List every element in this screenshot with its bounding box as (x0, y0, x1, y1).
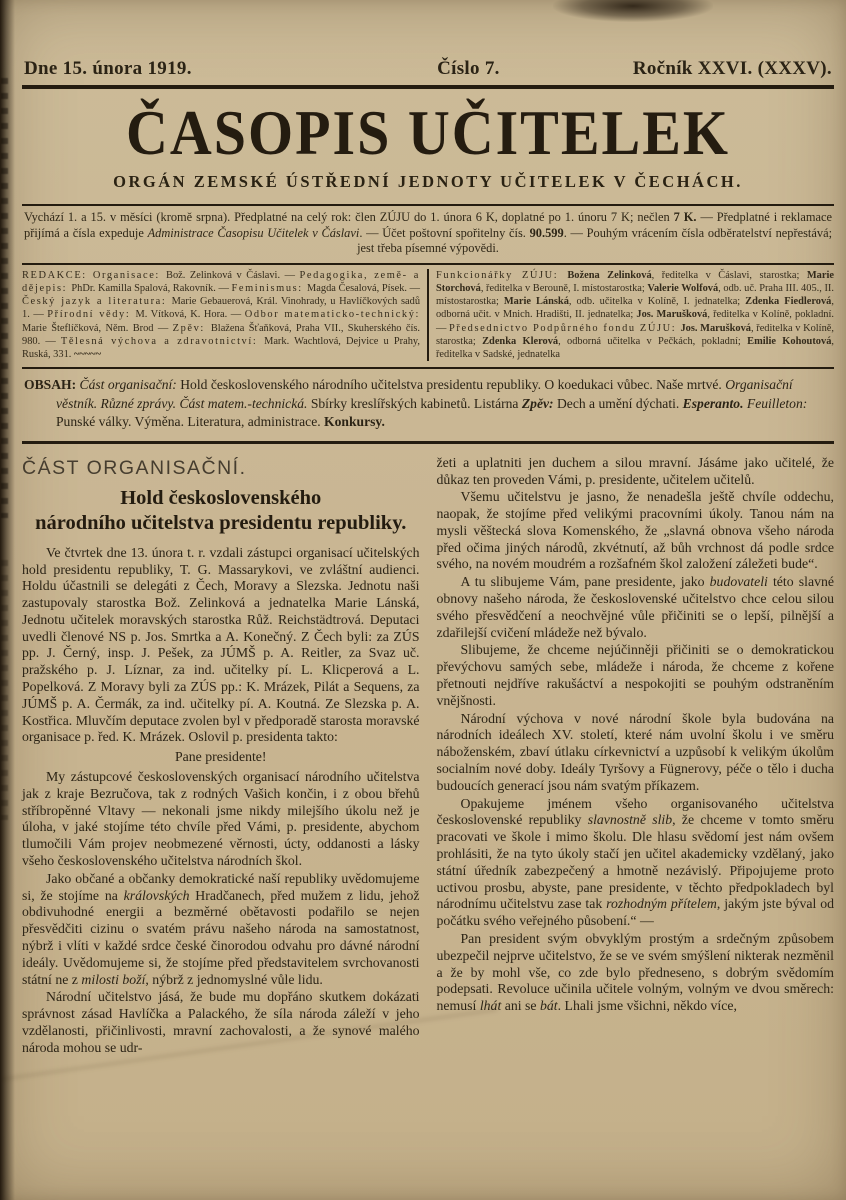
paragraph: Ve čtvrtek dne 13. února t. r. vzdali zástupci organisací učitelských hold presidentu republiky, T. G. Massarykovi, ve zvláštní audienci. Holdu účastnili se delegáti z Čech, Moravy a Slezska. Jednotu naši zastupovaly starostka Bož. Zelinková a jednatelka Marie Lánská, Jednotu učitelek moravských starostka Růž. Reichstädtrová. Deputaci uvedli členové NS p. Jos. Smrtka a A. Konečný. Z Čech byli: za ZÚS pp. J. Černý, insp. J. Pešek, za JÚMŠ p. A. Reitler, za Svaz uč. pražského p. J. Líznar, za ind. učitelky pí. L. Klicperová a L. Popelková. Z Moravy byli za ZÚS pp.: K. Mrázek, Pilát a Sequens, za JÚMŠ p. A. Čermák, za ind. učitelky pí. A. Koutná. Ze Slezska p. A. Kostřica. Mluvčím deputace zvolen byl v předporadě starosta moravské organisace p. řed. K. Mrázek. Oslovil p. presidenta takto: (22, 544, 420, 745)
paragraph: Pane presidente! (174, 749, 267, 765)
masthead-subtitle: ORGÁN ZEMSKÉ ÚSTŘEDNÍ JEDNOTY UČITELEK V ČECHÁCH. (113, 172, 743, 191)
paragraph: Národní výchova v nové národní škole byla budována na národních ideálech XV. století, které nám uvolní školu i ve směru náboženském, zbaví útlaku církevnictví a uzpůsobí k velikým úkolům socialním nové doby. Ideály Tyršovy a Fügnerovy, péče o tělo i ducha budoucích generací jsou nám svatým příkazem. (436, 710, 834, 793)
obsah-block: OBSAH: Část organisační: Hold československého národního učitelstva presidentu republiky. O koedukaci vůbec. Naše mrtvé. Organisační věstník. Různé zprávy. Část matem.-technická. Sbírky kreslířských kabinetů. Listárna Zpěv: Dech a umění dýchati. Esperanto. Feuilleton: Punské války. Výměna. Literatura, administrace. Konkursy. (24, 377, 808, 430)
paragraph: Jako občané a občanky demokratické naší republiky uvědomujeme si, že stojíme na královských Hradčanech, před mužem z lidu, jehož obdivuhodné energii a bezměrné obětavosti podařilo se nejen přesvědčiti cizinu o svatém právu našeho národa na samostatnost, nýbrž i vlíti v každé srdce české činorodou odvahu pro dávné národní ideály. Uvědomujeme si, že stojíme před představitelem svrchovanosti státní ne z milosti boží, nýbrž z jednomyslné vůle lidu. (22, 870, 420, 987)
headline-line-1: Hold československého (120, 486, 322, 509)
paragraph: My zástupcové československých organisací národního učitelstva jak z kraje Bezručova, tak z rodných Vašich končin, i z obou břehů stříbropěnné Vltavy — nekonali jsme nikdy milejšího úkolu než je úloha, v jaké stojíme této chvíle před Vámi, p. presidente, abychom tlumočili Vám projev neobmezené věrnosti, úcty, oddanosti a lásky všeho československého učitelstva národních škol. (22, 769, 420, 869)
left-column-paragraphs (22, 545, 420, 1057)
paragraph: Národní učitelstvo jásá, že bude mu dopřáno skutkem dokázati správnost zásad Havlíčka a Palackého, že síla národa záleží v jeho vzdělanosti, přičinlivosti, mravní zachovalosti, a že synové malého národa mohou se udr- (22, 989, 420, 1055)
left-column (22, 455, 420, 1057)
paragraph: žeti a uplatniti jen duchem a silou mravní. Jásáme jako učitelé, že důkaz ten proveden Vámi, p. presidente, učitelem učitelů. (436, 454, 834, 487)
ink-smudge (553, 0, 713, 22)
section-heading: ČÁST ORGANISAČNÍ. (22, 456, 247, 479)
paragraph: A tu slibujeme Vám, pane presidente, jako budovateli této slavné obnovy našeho národa, že československé učitelstvo chce celou silou svého přesvědčení a neochvějné vůle přičiniti se o lepší, pilnější a zdařilejší cvičení mládeže než bývalo. (436, 574, 834, 640)
issue-date: Dne 15. února 1919. (24, 58, 192, 79)
rule-below-obsah (22, 441, 834, 444)
masthead-title: ČASOPIS UČITELEK (125, 96, 731, 169)
rule-under-dateline (22, 85, 834, 89)
paragraph: Opakujeme jménem všeho organisovaného učitelstva československé republiky slavnostně slib, že chceme v tomto směru pracovati ve škole i mimo školu. Dle hlasu svědomí jest nám ovšem prohlásiti, že na tyto úkoly stačí jen učitel akademicky vzdělaný, jako státní úředník zabezpečený a hmotně nezávislý. Připojujeme proto uctivou prosbu, abyste, pane presidente, v těchto předpokladech byl národnímu učitelstvu zase tak rozhodným přítelem, jakým jste býval od počátku svého veřejného působení.“ — (436, 795, 835, 929)
paragraph: Slibujeme, že chceme nejúčinněji přičiniti se o demokratickou převýchovu samých sebe, mládeže i národa, že chceme z kořene přetnouti nejdříve rakušáctví a nespokojiti se pouhým odstraněním vnějšnosti. (436, 642, 834, 708)
binding-ghost-text-lower (1, 560, 8, 820)
redakce-block: REDAKCE: Organisace: Bož. Zelinková v Čáslavi. — Pedagogika, země- a dějepis: PhDr. Kamilla Spalová, Rakovník. — Feminismus: Magda Česalová, Písek. — Český jazyk a literatura: Marie Gebauerová, Král. Vinohrady, u Havlíčkových sadů 1. — Přírodní vědy: M. Vítková, K. Hora. — Odbor matematicko-technický: Marie Šteflíčková, Něm. Brod — Zpěv: Blažena Šťaňková, Praha VII., Skuherského čís. 980. — Tělesná výchova a zdravotnictví: Mark. Wachtlová, Dejvice u Prahy, Ruská, 331. ~~~~~ (22, 269, 421, 360)
dateline-row (22, 58, 834, 80)
paragraph: Pan president svým obvyklým prostým a srdečným způsobem ubezpečil nejprve učitelstvo, že se ve svém smýšlení nikterak nezměnil a že by mohl vše, co zde bylo předneseno, s dobrým svědomím podepsati. Revoluce učinila učitele volným, volným ve dvou směrech: nemusí lhát ani se bát. Lhali jsme všichni, někdo více, (436, 931, 834, 1014)
headline-line-2: národního učitelstva presidentu republiky. (35, 511, 407, 534)
binding-ghost-text (1, 78, 8, 518)
right-column (437, 455, 835, 1057)
credits-block (22, 265, 834, 367)
credits-divider (427, 269, 429, 361)
issue-number: Číslo 7. (437, 58, 500, 79)
right-column-paragraphs (437, 455, 835, 1015)
volume-label: Ročník XXVI. (XXXV). (632, 58, 832, 79)
article-headline (22, 486, 420, 536)
funkcionarky-block: Funkcionářky ZÚJU: Božena Zelinková, ředitelka v Čáslavi, starostka; Marie Storchová, ředitelka v Berouně, I. místostarostka; Valerie Wolfová, odb. uč. Praha III. 405., II. místostarostka; Marie Lánská, odb. učitelka v Kolíně, I. jednatelka; Zdenka Fiedlerová, odborná učit. v Mnich. Hradišti, II. jednatelka; Jos. Marušková, ředitelka v Kolíně, pokladní. — Předsednictvo Podpůrného fondu ZÚJU: Jos. Marušková, ředitelka v Kolíně, starostka; Zdenka Klerová, odborná učitelka v Pečkách, pokladní; Emilie Kohoutová, ředitelka v Sadské, jednatelka (435, 269, 834, 360)
article-body (22, 455, 834, 1057)
paragraph: Všemu učitelstvu je jasno, že nenadešla ještě chvíle oddechu, naopak, že stojíme před velikými pracovními úkoly. Tanou nám na mysli věštecká slova Komenského, že „slavná obnova všeho národa před očima jiných národů, zkvétnutí, až bůh vrchnost dá podle srdce svého, na novém moudrém a rozšafném škol založení záležeti bude“. (436, 489, 834, 572)
subscription-notice: Vychází 1. a 15. v měsíci (kromě srpna). Předplatné na celý rok: člen ZÚJU do 1. února 6 K, doplatné po 1. únoru 7 K; nečlen 7 K. — Předplatné i reklamace přijímá a čísla expeduje Administrace Časopisu Učitelek v Čáslavi. — Účet poštovní spořitelny čís. 90.599. — Pouhým vrácením čísla odběratelství nepřestává; jest třeba písemné výpovědi. (24, 210, 833, 256)
